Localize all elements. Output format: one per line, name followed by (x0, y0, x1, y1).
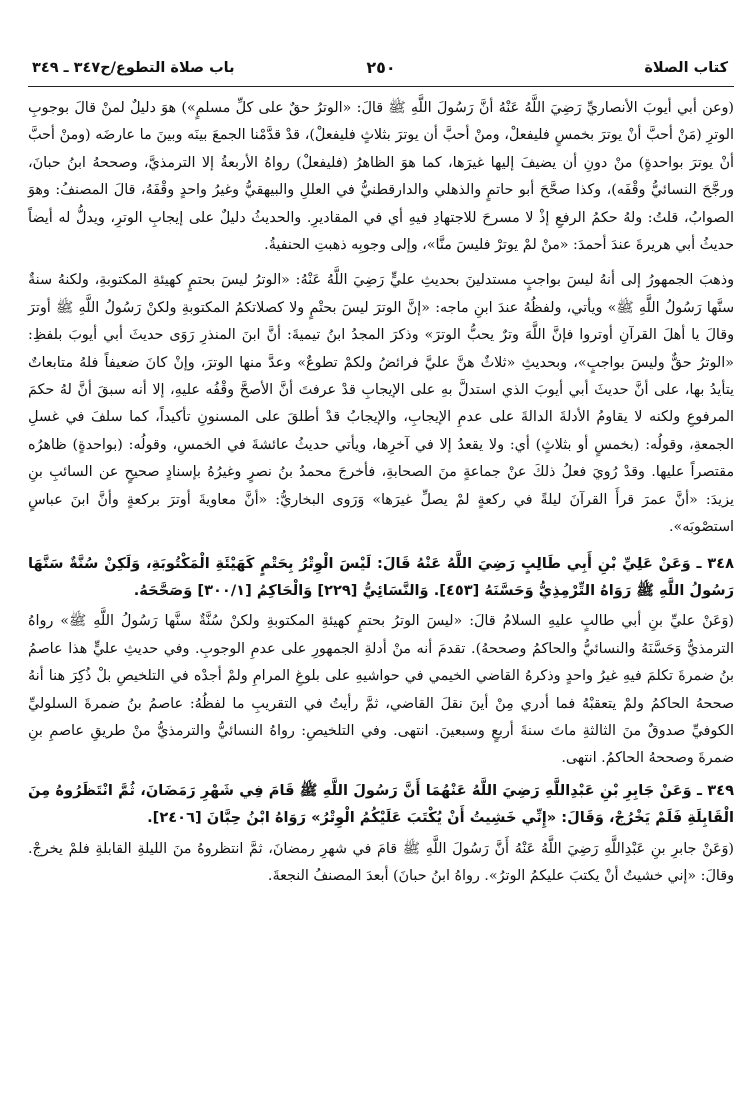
hadith-number-349: ٣٤٩ ـ (696, 781, 734, 799)
hadith-348 (28, 550, 734, 605)
book-title: كتاب الصلاة (644, 60, 728, 76)
hadith-text-348: وَعَنْ عَلِيِّ بْنِ أَبِي طَالِبٍ رَضِيَ اللَّهُ عَنْهُ قَالَ: لَيْسَ الْوِتْرُ بِحَتْمٍ كَهَيْئَةِ الْمَكْتُوبَةِ، وَلَكِنْ سُنَّةٌ سَنَّهَا رَسُولُ اللَّهِ ﷺ رَوَاهُ التِّرْمِذِيُّ وَحَسَّنَهُ [٤٥٣]. وَالنَّسَائِيُّ [٢٢٩] وَالْحَاكِمُ [٣٠٠/١] وَصَحَّحَهُ. (28, 554, 734, 599)
commentary-paragraph-4: (وَعَنْ جابرِ بنِ عَبْدِاللَّهِ رَضِيَ اللَّهُ عَنْهُ أَنَّ رَسُولَ اللَّهِ ﷺ قامَ في شهرِ رمضانَ، ثمَّ انتظروهُ منَ الليلةِ القابلةِ فلمْ يخرجْ. وقالَ: «إني خشيتُ أنْ يكتبَ عليكمُ الوترُ». رواهُ ابنُ حبانَ) أبعدَ المصنفُ النجعةَ. (28, 840, 734, 884)
commentary-paragraph-2: وذهبَ الجمهورُ إلى أنهُ ليسَ بواجبٍ مستدلينَ بحديثِ عليٍّ رَضِيَ اللَّهُ عَنْهُ: «الوترُ ليسَ بحتمٍ كهيئةِ المكتوبةِ، ولكنهُ سنةٌ سنَّها رَسُولُ اللَّهِ ﷺ» ويأتي، ولفظُهُ عندَ ابنِ ماجه: «إنَّ الوترَ ليسَ بحتْمٍ ولا كصلاتكمُ المكتوبةِ ولكنْ رَسُولُ اللَّهِ ﷺ أوترَ وقالَ يا أهلَ القرآنِ أوتروا فإنَّ اللَّهَ وترٌ يحبُّ الوترَ» وذكرَ المجدُ ابنُ تيميةَ: أنَّ ابنَ المنذرِ رَوَى حديثَ أبي أيوبَ بلفظِ: «الوترُ حقٌّ وليسَ بواجبٍ»، وبحديثِ «ثلاثٌ هنَّ عليَّ فرائضُ ولكمْ تطوعٌ» وعدَّ منها الوترَ، وإنْ كانَ ضعيفاً فلهُ متابعاتٌ يتأيدُ بها، على أنَّ حديثَ أبي أيوبَ الذي استدلَّ بهِ على الإيجابِ قدْ عرفتَ أنَّ الأصحَّ وقْفُه عليهِ، إلا أنه سبقَ أنَّ لهُ حكمَ المرفوعِ ولكنه لا يقاومُ الأدلةَ الدالةَ على عدمِ الإيجابِ، والإيجابُ قدْ أطلقَ على المسنونِ تأكيداً، كما سلفَ في غسلِ الجمعةِ، وقولُه: (بخمسٍ أو بثلاثٍ) أي: ولا يقعدُ إلا في آخرِها، ويأتي حديثُ عائشةَ في الخمسِ، وقولُه: (بواحدةٍ) ظاهرُه مقتصراً عليها. وقدْ رُويَ فعلُ ذلكَ عنْ جماعةٍ منَ الصحابةِ، فأخرجَ محمدُ بنُ نصرٍ وغيرُهُ بإسنادٍ صحيحٍ عن السائبِ بنِ يزيدَ: «أنَّ عمرَ قرأَ القرآنَ ليلةً في ركعةٍ لمْ يصلِّ غيرَها» وَرَوى البخاريُّ: «أنَّ معاويةَ أوترَ بركعةٍ وأنَّ ابنَ عباسٍ استصْوبَه». (28, 272, 734, 536)
chapter-reference: باب صلاة التطوع/ح٣٤٧ ـ ٣٤٩ (32, 60, 235, 76)
hadith-number-348: ٣٤٨ ـ (696, 554, 734, 572)
page-body (28, 95, 734, 890)
hadith-text-349: وَعَنْ جَابِرِ بْنِ عَبْدِاللَّهِ رَضِيَ اللَّهُ عَنْهُمَا أَنَّ رَسُولَ اللَّهِ ﷺ قَامَ فِي شَهْرِ رَمَضَانَ، ثُمَّ انْتَظَرُوهُ مِنَ الْقَابِلَةِ فَلَمْ يَخْرُجْ، وَقَالَ: «إِنِّي خَشِيتُ أَنْ يُكْتَبَ عَلَيْكُمُ الْوِتْرُ» رَوَاهُ ابْنُ حِبَّانَ [٢٤٠٦]. (28, 781, 734, 827)
page-number: ٢٥٠ (366, 58, 396, 77)
commentary-paragraph-1: (وعن أبي أيوبَ الأنصاريِّ رَضِيَ اللَّهُ عَنْهُ أنَّ رَسُولَ اللَّهِ ﷺ قالَ: «الوترُ حقٌ على كلِّ مسلمٍ») هوَ دليلٌ لمنْ قالَ بوجوبِ الوترِ (مَنْ أحبَّ أنْ يوترَ بخمسٍ فليفعلْ، ومنْ أحبَّ أن يوترَ بثلاثٍ فليفعلْ)، قدْ قدَّمْنا الجمعَ بينَه وبينَ ما عارضَه (ومنْ أحبَّ أنْ يوترَ بواحدةٍ) منْ دونِ أن يضيفَ إليها غيرَها، كما هوَ الظاهرُ (فليفعلْ) رواهُ الأربعةُ إلا الترمذيَّ، وصححهُ ابنُ حبانَ، ورجَّحَ النسائيُّ وقْفَه)، وكذا صحَّحَ أبو حاتمٍ والذهلي والدارقطنيُّ في العللِ والبيهقيُّ وغيرُ واحدٍ وقْفَهُ، قالَ المصنفُ: وهوَ الصوابُ، قلتُ: ولهُ حكمُ الرفعِ إذْ لا مسرحَ للاجتهادِ فيهِ أي في المقاديرِ. والحديثُ دليلٌ على إيجابِ الوترِ، ويدلُّ له أيضاً حديثُ أبي هريرةَ عندَ أحمدَ: «منْ لمْ يوترْ فليسَ منَّا»، وإلى وجوبِه ذهبتِ الحنفيةُ. (28, 100, 734, 254)
hadith-349 (28, 777, 734, 832)
commentary-paragraph-3: (وَعَنْ عليِّ بنِ أبي طالبٍ عليهِ السلامُ قالَ: «ليسَ الوترُ بحتمٍ كهيئةِ المكتوبةِ ولكنْ سُنَّةٌ سنَّها رَسُولُ اللَّهِ ﷺ» رواهُ الترمذيُّ وَحَسَّنَهُ والنسائيُّ والحاكمُ وصححهُ). تقدمَ أنه منْ أدلةِ الجمهورِ على عدمِ الوجوبِ. وفي حديثِ عليٍّ هذا عاصمُ بنُ ضمرةَ تكلمَ فيهِ غيرُ واحدٍ وذكرهُ القاضي الخيمي في حواشيهِ على بلوغِ المرامِ ولمْ أجدْه في التلخيصِ بلْ ذُكِرَ هنا أنهُ صححهُ الحاكمُ ولمْ يتعقبْهُ فما أدري مِنْ أينَ نقلَ القاضي، ثمَّ رأيتُ في التقريبِ ما لفظُهُ: عاصمُ بنُ ضمرةَ السلوليِّ الكوفيِّ صدوقٌ منَ الثالثةِ ماتَ سنةَ أربعٍ وسبعينَ. انتهى. وفي التلخيصِ: رواهُ النسائيُّ والترمذيُّ منْ طريقِ عاصمِ بنِ ضمرةَ وصححهُ الحاكمُ. انتهى. (28, 613, 734, 767)
page-header (28, 52, 734, 87)
